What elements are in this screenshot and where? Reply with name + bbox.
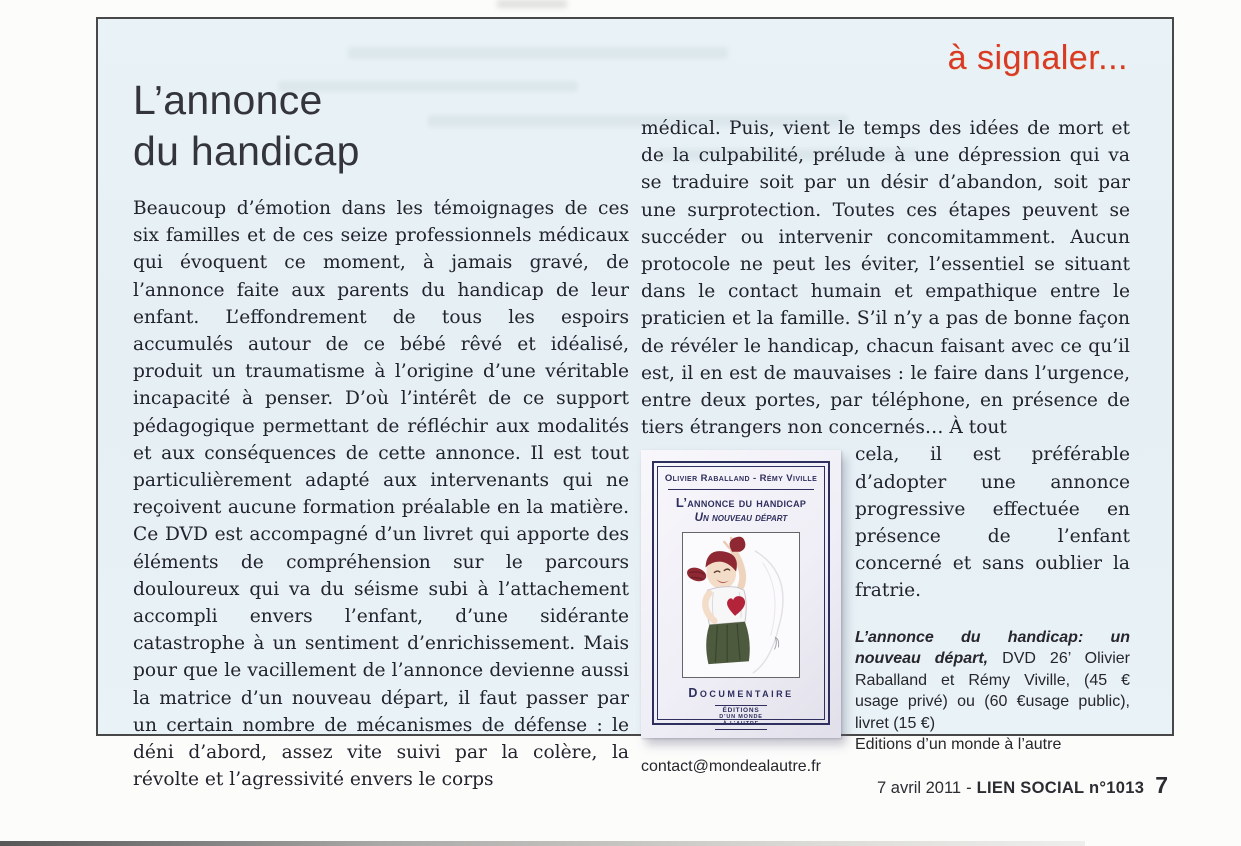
scan-edge-artifact	[497, 0, 567, 8]
caption-publisher: Editions d’un monde à l’autre	[855, 736, 1062, 754]
dvd-cover-frame	[652, 461, 830, 725]
dvd-title: L’annonce du handicap	[675, 495, 807, 511]
article-column-left	[133, 195, 629, 793]
dvd-publisher-line: ÉDITIONS	[722, 706, 760, 714]
page-title-line1: L’annonce	[133, 77, 323, 123]
dvd-genre: Documentaire	[688, 686, 794, 701]
footer-journal-name: LIEN SOCIAL n°1013	[976, 779, 1145, 797]
dvd-cover-image	[641, 450, 841, 738]
page-title-line2: du handicap	[133, 128, 360, 174]
footer-date: 7 avril 2011	[877, 779, 962, 797]
dvd-subtitle: Un nouveau départ	[694, 512, 788, 525]
bleed-through-artifact	[348, 47, 728, 59]
body-paragraph: Beaucoup d’émotion dans les témoignages de ces six familles et de ces seize professionnels médicaux qui évoquent ce moment, à jamais gravé, de l’annonce faite aux parents du handicap de leur enfant. L’effondrement de tous les espoirs accumulés autour de ce bébé rêvé et idéalisé, produit un traumatisme à l’origine d’une véritable incapacité à penser. D’où l’intérêt de ce support pédagogique permettant de réfléchir aux modalités et aux conséquences de cette annonce. Il est tout particulièrement adapté aux intervenants qui ne reçoivent aucune formation préalable en la matière. Ce DVD est accompagné d’un livret qui apporte des éléments de compréhension sur le parcours douloureux qui va du séisme subi à l’attachement accompli envers l’enfant, d’une sidérante catastrophe à un sentiment d’enrichissement. Mais pour que le vacillement de l’annonce devienne aussi la matrice d’un nouveau départ, il faut passer par un certain nombre de mécanismes de défense : le déni d’abord, assez vite suivi par la colère, la révolte et l’agressivité envers le corps	[133, 198, 629, 791]
section-label: à signaler...	[947, 39, 1128, 77]
body-paragraph: médical. Puis, vient le temps des idées de mort et de la culpabilité, prélude à une dépression qui va se traduire soit par un désir d’abandon, soit par une surprotection. Toutes ces étapes peuvent se succéder ou intervenir concomitamment. Aucun protocole ne peut les éviter, l’essentiel se situant dans le contact humain et empathique entre le praticien et la famille. S’il n’y a pas de bonne façon de révéler le handicap, chacun faisant avec ce qu’il est, il en est de mauvaises : le faire dans l’urgence, entre deux portes, par téléphone, en présence de tiers étrangers non concernés… À tout	[641, 118, 1130, 439]
footer-separator: -	[966, 779, 972, 797]
dvd-publisher-line: À L’AUTRE	[722, 720, 760, 727]
body-paragraph: cela, il est préférable d’adopter une annonce progressive effectuée en présence de l’enfant concerné et sans oublier la fratrie.	[855, 444, 1130, 602]
page-footer	[0, 774, 1168, 799]
page-title	[133, 75, 360, 177]
caption-title: L’annonce du handicap: un nouveau départ,	[855, 628, 1130, 668]
dvd-divider	[668, 489, 814, 490]
footer-page-number: 7	[1155, 772, 1168, 798]
dvd-publisher-line: D’UN MONDE	[719, 714, 763, 721]
girl-illustration	[682, 532, 800, 678]
scan-edge-artifact	[0, 841, 1085, 846]
dvd-authors: Olivier Raballand - Rémy Viville	[664, 473, 818, 485]
caption-email: contact@mondealautre.fr	[641, 757, 821, 775]
dvd-publisher-logo	[715, 705, 766, 730]
article-column-right	[641, 115, 1130, 777]
caption-details: DVD 26’ Olivier Raballand et Rémy Viville, (45 € usage privé) ou (60 €usage public), livret (15 €)	[855, 650, 1131, 732]
